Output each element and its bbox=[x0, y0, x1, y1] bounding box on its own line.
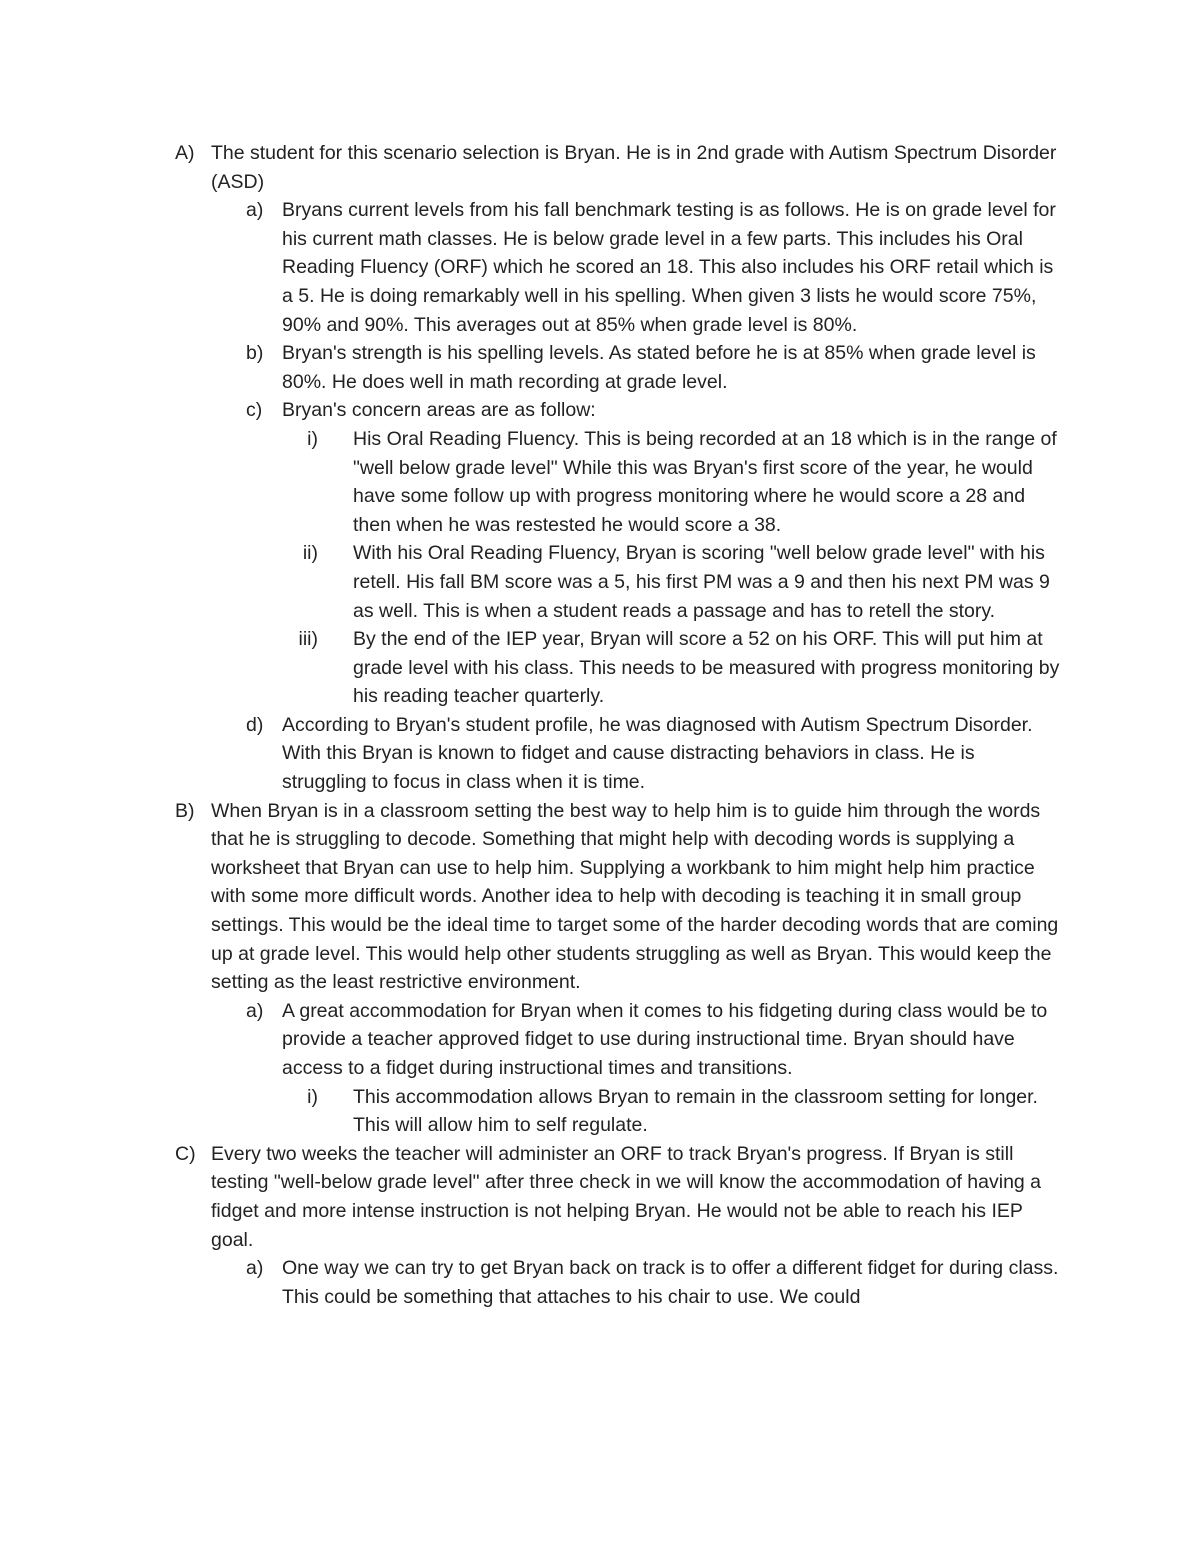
list-item-text: His Oral Reading Fluency. This is being recorded at an 18 which is in the range of "well below grade level" While this was Bryan's first score of the year, he would have some follow up with progress monitoring where he would score a 28 and then when he was restested he would score a 38. bbox=[353, 427, 1057, 536]
list-item-text: By the end of the IEP year, Bryan will score a 52 on his ORF. This will put him at grade level with his class. This needs to be measured with progress monitoring by his reading teacher quarterly. bbox=[353, 628, 1060, 708]
list-item-text: Bryans current levels from his fall benchmark testing is as follows. He is on grade level for his current math classes. He is below grade level in a few parts. This includes his Oral Reading Fluency (ORF) which he scored an 18. This also includes his ORF retail which is a 5. He is doing remarkably well in his spelling. When given 3 lists he would score 75%, 90% and 90%. This averages out at 85% when grade level is 80%. bbox=[282, 199, 1056, 336]
list-item-b-a bbox=[246, 997, 1061, 1083]
list-marker: d) bbox=[246, 713, 264, 736]
list-item-text: Every two weeks the teacher will administer an ORF to track Bryan's progress. If Bryan is still testing "well-below grade level" after three check in we will know the accommodation of having a fidget and more intense instruction is not helping Bryan. He would not be able to reach his IEP goal. bbox=[211, 1142, 1042, 1251]
list-item-c-a bbox=[246, 1254, 1061, 1311]
list-marker: a) bbox=[246, 199, 264, 222]
list-item-a-a bbox=[246, 196, 1061, 339]
list-marker: c) bbox=[246, 399, 263, 422]
list-item-a-d bbox=[246, 711, 1061, 797]
list-item-b-a-i bbox=[307, 1083, 1061, 1140]
list-marker: A) bbox=[175, 142, 195, 164]
list-marker: iii) bbox=[298, 628, 318, 651]
list-item-text: The student for this scenario selection is Bryan. He is in 2nd grade with Autism Spectrum Disorder (ASD) bbox=[211, 142, 1057, 193]
list-item-text: This accommodation allows Bryan to remain in the classroom setting for longer. This will allow him to self regulate. bbox=[353, 1085, 1038, 1137]
document-body bbox=[0, 139, 1200, 1311]
list-marker: a) bbox=[246, 999, 264, 1022]
list-item-a bbox=[175, 139, 1061, 196]
list-item-text: Bryan's strength is his spelling levels. As stated before he is at 85% when grade level is 80%. He does well in math recording at grade level. bbox=[282, 342, 1036, 393]
list-marker: B) bbox=[175, 799, 195, 822]
list-marker: i) bbox=[307, 1085, 318, 1108]
list-item-text: When Bryan is in a classroom setting the best way to help him is to guide him through the words that he is struggling to decode. Something that might help with decoding words is supplying a worksheet that Bryan can use to help him. Supplying a workbank to him might help him practice with some more difficult words. Another idea to help with decoding is teaching it in small group settings. This would be the ideal time to target some of the harder decoding words that are coming up at grade level. This would help other students struggling as well as Bryan. This would keep the setting as the least restrictive environment. bbox=[211, 799, 1059, 994]
list-item-a-b bbox=[246, 339, 1061, 396]
list-item-text: A great accommodation for Bryan when it comes to his fidgeting during class would be to provide a teacher approved fidget to use during instructional time. Bryan should have access to a fidget during instructional times and transitions. bbox=[282, 999, 1048, 1079]
list-marker: a) bbox=[246, 1257, 264, 1280]
list-item-a-c-i bbox=[307, 425, 1061, 539]
list-marker: b) bbox=[246, 342, 264, 365]
list-item-text: One way we can try to get Bryan back on track is to offer a different fidget for during class. This could be something that attaches to his chair to use. We could bbox=[282, 1257, 1059, 1308]
list-marker: ii) bbox=[302, 542, 318, 565]
list-item-a-c-iii bbox=[298, 625, 1061, 711]
list-item-a-c bbox=[246, 396, 1061, 425]
list-item-text: According to Bryan's student profile, he was diagnosed with Autism Spectrum Disorder. With this Bryan is known to fidget and cause distracting behaviors in class. He is struggling to focus in class when it is time. bbox=[282, 713, 1033, 794]
list-marker: i) bbox=[307, 427, 318, 450]
list-item-c bbox=[175, 1140, 1061, 1254]
list-item-a-c-ii bbox=[302, 539, 1061, 625]
list-item-b bbox=[175, 797, 1061, 997]
list-item-text: Bryan's concern areas are as follow: bbox=[282, 399, 596, 422]
list-marker: C) bbox=[175, 1142, 196, 1165]
list-item-text: With his Oral Reading Fluency, Bryan is scoring "well below grade level" with his retell. His fall BM score was a 5, his first PM was a 9 and then his next PM was 9 as well. This is when a student reads a passage and has to retell the story. bbox=[353, 542, 1050, 622]
